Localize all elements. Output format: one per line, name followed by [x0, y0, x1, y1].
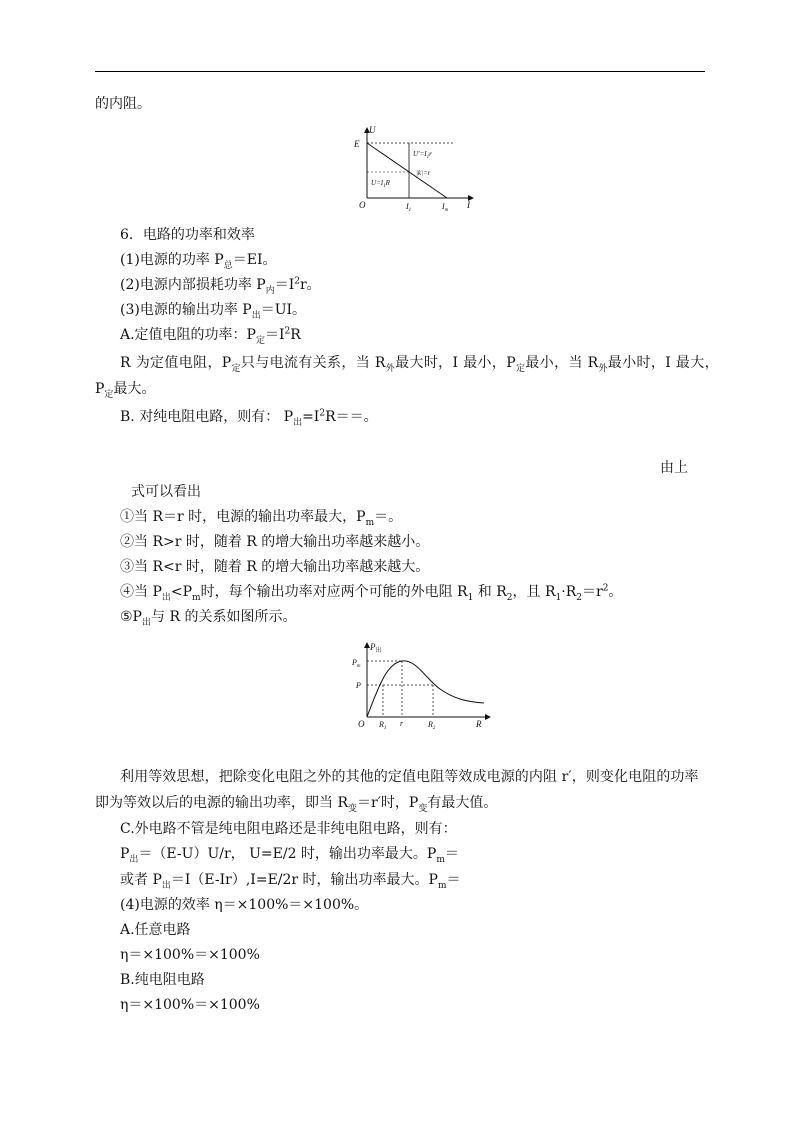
list-item: ③当 R<r 时，随着 R 的增大输出功率越来越大。 [120, 559, 430, 575]
im-label: $I_m$ [442, 202, 449, 213]
text-line: B.纯电阻电路 [120, 972, 205, 988]
u-i-graph [345, 122, 485, 214]
text-line: 的内阻。 [95, 96, 151, 112]
text-line: $P_出=(E-U)U/r$， U=E/2 时，输出功率最大。$P_m=$ [120, 846, 459, 865]
u-axis-label: U [369, 125, 376, 135]
text-line: η＝×100%＝×100% [120, 997, 260, 1013]
pm-label: $P_m$ [352, 658, 361, 669]
text-line: C.外电路不管是纯电阻电路还是非纯电阻电路，则有： [120, 821, 457, 837]
text-line: (4)电源的效率 η＝×100%＝×100%。 [120, 897, 369, 913]
power-curve [367, 661, 484, 717]
p-axis-label: $P_出$ [370, 642, 382, 654]
text-line: A.定值电阻的功率：$P_定=I^2R$ [120, 326, 301, 346]
r-label: r [400, 719, 404, 728]
p-label: P [356, 681, 361, 690]
p-r-graph [340, 637, 500, 732]
text-line: 利用等效思想，把除变化电阻之外的其他的定值电阻等效成电源的内阻 r′，则变化电阻的功率 [120, 769, 699, 785]
origin-label: O [358, 719, 365, 729]
i1-label: $I_1$ [406, 202, 412, 213]
text-line: R 为定值电阻，$P_定$只与电流有关系，当 $R_外$最大时，I 最小，$P_定$最小，当 $R_外$最小时，I 最大， [120, 355, 719, 374]
origin-label: O [359, 200, 366, 210]
text-line: (2)电源内部损耗功率 $P_内=I^2r$。 [120, 276, 321, 296]
text-line: B. 对纯电阻电路，则有： $P_出=I^2R==$。 [120, 408, 378, 428]
i-axis-label: I [467, 200, 470, 210]
section-heading: 6．电路的功率和效率 [120, 227, 255, 243]
k-label: |k|=r [416, 169, 431, 177]
u-ir-label: $U=I_1R$ [371, 179, 390, 189]
text-line: η＝×100%＝×100% [120, 947, 260, 963]
list-item: $⑤P_出$与 R 的关系如图所示。 [120, 609, 297, 628]
text-line: 由上 [660, 460, 688, 476]
r-axis-label: R [476, 719, 482, 729]
list-item: ④当 $P_出<P_m$时，每个输出功率对应两个可能的外电阻 $R_1$ 和 $R_2$，且 $R_1\cdot R_2=r^2$。 [120, 583, 623, 603]
list-item: ②当 R>r 时，随着 R 的增大输出功率越来越小。 [120, 534, 430, 550]
e-label: E [354, 139, 360, 149]
text-line: 即为等效以后的电源的输出功率，即当 $R_变=r'$时，$P_变$有最大值。 [95, 795, 498, 814]
load-line [367, 143, 447, 198]
text-line: 式可以看出 [131, 484, 201, 500]
list-item: ①当 R＝r 时，电源的输出功率最大，$P_m=$。 [120, 509, 403, 528]
text-line: (3)电源的输出功率 $P_出=UI$。 [120, 302, 307, 321]
header-rule [95, 71, 705, 72]
text-line: 或者 $P_出=I(E-Ir),I=E/2r$ 时，输出功率最大。$P_m=$ [120, 872, 461, 891]
text-line: (1)电源的功率 $P_总=EI$。 [120, 252, 277, 271]
u-prime-label: $U'=I_1r$ [413, 150, 432, 160]
r2-label: $R_2$ [428, 720, 436, 731]
text-line: A.任意电路 [120, 922, 191, 938]
text-line: $P_定$最大。 [95, 381, 156, 400]
r1-label: $R_1$ [379, 720, 387, 731]
